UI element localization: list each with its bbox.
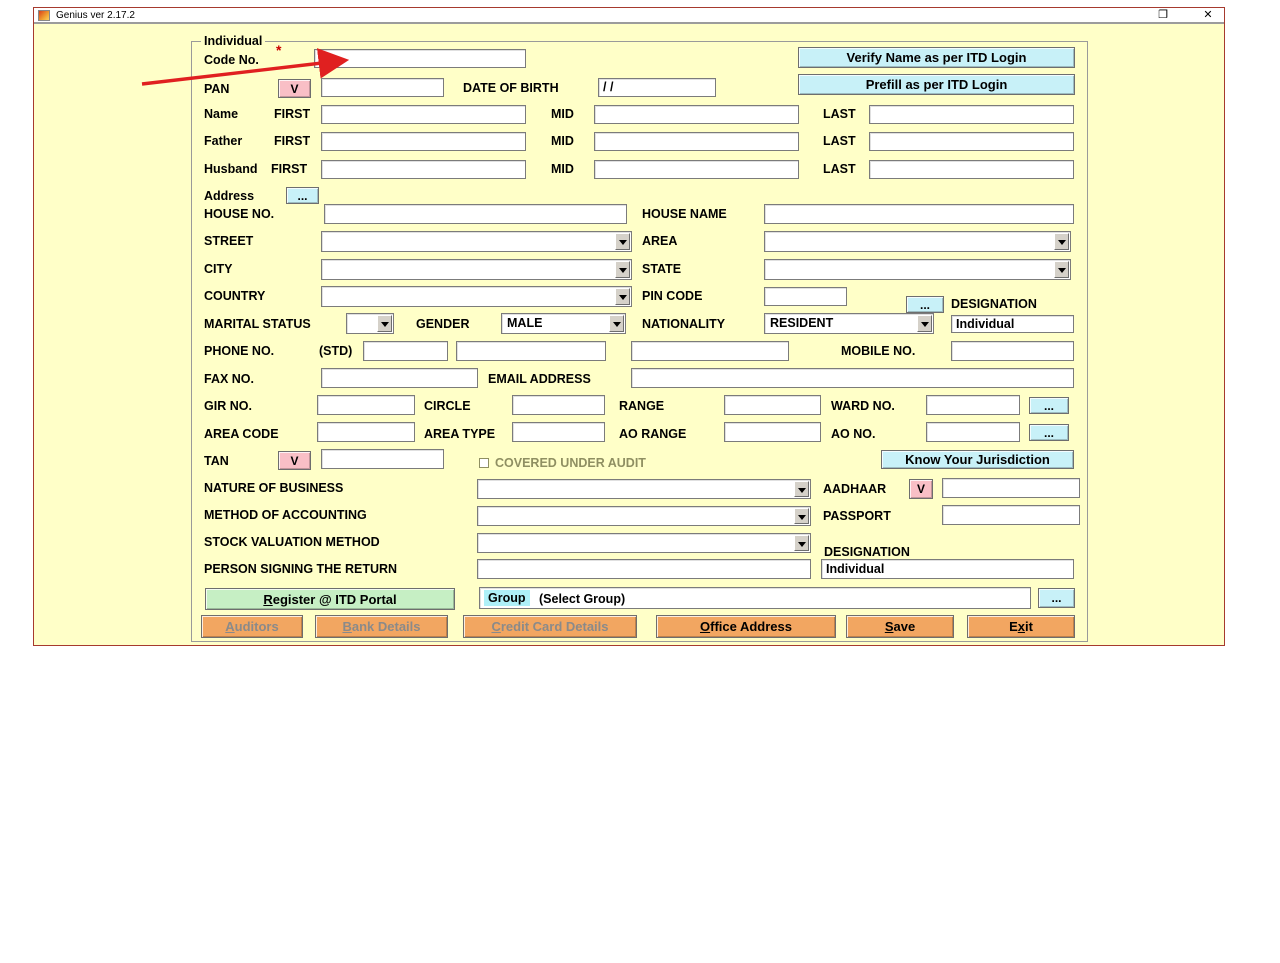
street-dropdown[interactable] [321,231,632,252]
nationality-label: NATIONALITY [642,317,726,331]
tan-verify-button[interactable]: V [278,451,311,470]
ward-no-label: WARD NO. [831,399,895,413]
aadhaar-verify-button[interactable]: V [909,479,933,499]
husband-label: Husband [204,162,258,176]
bank-details-button[interactable]: B ank Details [315,615,448,638]
ao-no-input[interactable] [926,422,1020,442]
ao-range-label: AO RANGE [619,427,687,441]
husband-first-input[interactable] [321,160,526,179]
restore-icon[interactable]: ❐ [1158,9,1168,21]
nature-of-business-label: NATURE OF BUSINESS [204,481,344,495]
ao-range-input[interactable] [724,422,821,442]
name-last-input[interactable] [869,105,1074,124]
person-signing-input[interactable] [477,559,811,579]
group-hint: (Select Group) [539,592,626,606]
mobile-no-input[interactable] [951,341,1074,361]
method-of-accounting-dropdown[interactable] [477,506,811,526]
std-label: (STD) [319,344,353,358]
name-first-label: FIRST [274,107,311,121]
range-label: RANGE [619,399,665,413]
know-your-jurisdiction-button[interactable]: Know Your Jurisdiction [881,450,1074,469]
marital-status-dropdown[interactable] [346,313,394,334]
dropdown-arrow-icon[interactable] [794,508,809,524]
prefill-itd-button[interactable]: Prefill as per ITD Login [798,74,1075,95]
phone-std-input[interactable] [363,341,448,361]
passport-label: PASSPORT [823,509,891,523]
area-code-input[interactable] [317,422,415,442]
phone-input-1[interactable] [456,341,606,361]
dob-input[interactable] [598,78,716,97]
credit-card-details-button[interactable]: C redit Card Details [463,615,637,638]
verify-name-itd-button[interactable]: Verify Name as per ITD Login [798,47,1075,68]
code-no-label: Code No. [204,53,259,67]
designation-bottom-label: DESIGNATION [824,545,910,559]
covered-under-audit-checkbox[interactable] [479,458,489,468]
name-mid-label: MID [551,107,574,121]
dropdown-arrow-icon[interactable] [615,288,630,305]
nationality-dropdown[interactable] [764,313,934,334]
dropdown-arrow-icon[interactable] [1054,233,1069,250]
dropdown-arrow-icon[interactable] [609,315,624,332]
nature-of-business-dropdown[interactable] [477,479,811,499]
area-code-label: AREA CODE [204,427,279,441]
designation-bottom-input[interactable] [821,559,1074,579]
dob-label: DATE OF BIRTH [463,81,559,95]
dropdown-arrow-icon[interactable] [615,233,630,250]
save-button[interactable]: S ave [846,615,954,638]
gender-value: MALE [507,316,543,330]
person-signing-label: PERSON SIGNING THE RETURN [204,562,398,576]
passport-input[interactable] [942,505,1080,525]
fax-no-label: FAX NO. [204,372,255,386]
area-type-label: AREA TYPE [424,427,496,441]
dropdown-arrow-icon[interactable] [917,315,932,332]
country-dropdown[interactable] [321,286,632,307]
house-no-input[interactable] [324,204,627,224]
name-first-input[interactable] [321,105,526,124]
husband-last-input[interactable] [869,160,1074,179]
name-mid-input[interactable] [594,105,799,124]
office-address-button[interactable]: O ffice Address [656,615,836,638]
fax-no-input[interactable] [321,368,478,388]
circle-label: CIRCLE [424,399,471,413]
covered-under-audit-label: COVERED UNDER AUDIT [495,456,646,470]
pin-code-label: PIN CODE [642,289,703,303]
pan-label: PAN [204,82,230,96]
father-mid-label: MID [551,134,574,148]
city-label: CITY [204,262,233,276]
close-icon[interactable]: ✕ [1203,9,1213,21]
country-label: COUNTRY [204,289,266,303]
group-more-button[interactable]: ... [1038,588,1075,608]
father-first-input[interactable] [321,132,526,151]
father-last-input[interactable] [869,132,1074,151]
aadhaar-input[interactable] [942,478,1080,498]
group-chip[interactable]: Group [484,590,530,606]
gir-no-input[interactable] [317,395,415,415]
designation-top-input[interactable] [951,315,1074,333]
father-last-label: LAST [823,134,856,148]
email-input[interactable] [631,368,1074,388]
ao-no-label: AO NO. [831,427,876,441]
area-type-input[interactable] [512,422,605,442]
email-label: EMAIL ADDRESS [488,372,591,386]
auditors-button[interactable]: A uditors [201,615,303,638]
exit-button[interactable]: E x it [967,615,1075,638]
pan-input[interactable] [321,78,444,97]
husband-mid-input[interactable] [594,160,799,179]
dob-value: / / [603,80,614,94]
address-more-button[interactable]: ... [286,187,319,204]
state-label: STATE [642,262,682,276]
gir-no-label: GIR NO. [204,399,252,413]
address-label: Address [204,189,255,203]
state-dropdown[interactable] [764,259,1071,280]
groupbox-legend: Individual [201,34,265,48]
range-input[interactable] [724,395,821,415]
pin-code-input[interactable] [764,287,847,306]
name-last-label: LAST [823,107,856,121]
house-name-input[interactable] [764,204,1074,224]
designation-top-label: DESIGNATION [951,297,1037,311]
ward-more-button[interactable]: ... [1029,397,1069,414]
dropdown-arrow-icon[interactable] [794,535,809,551]
father-label: Father [204,134,243,148]
husband-first-label: FIRST [271,162,308,176]
mobile-no-label: MOBILE NO. [841,344,916,358]
area-label: AREA [642,234,678,248]
house-no-label: HOUSE NO. [204,207,275,221]
pan-verify-button[interactable]: V [278,79,311,98]
phone-input-2[interactable] [631,341,789,361]
gender-label: GENDER [416,317,470,331]
father-mid-input[interactable] [594,132,799,151]
ao-more-button[interactable]: ... [1029,424,1069,441]
phone-no-label: PHONE NO. [204,344,275,358]
house-name-label: HOUSE NAME [642,207,727,221]
register-itd-portal-button[interactable]: R egister @ ITD Portal [205,588,455,610]
stock-valuation-label: STOCK VALUATION METHOD [204,535,380,549]
street-label: STREET [204,234,254,248]
titlebar [34,8,1224,24]
tan-label: TAN [204,454,229,468]
window-title: Genius ver 2.17.2 [56,10,135,21]
father-first-label: FIRST [274,134,311,148]
ward-no-input[interactable] [926,395,1020,415]
husband-last-label: LAST [823,162,856,176]
city-dropdown[interactable] [321,259,632,280]
dropdown-arrow-icon[interactable] [377,315,392,332]
tan-input[interactable] [321,449,444,469]
dropdown-arrow-icon[interactable] [1054,261,1069,278]
husband-mid-label: MID [551,162,574,176]
app-window [33,7,1225,646]
marital-status-label: MARITAL STATUS [204,317,311,331]
aadhaar-label: AADHAAR [823,482,887,496]
name-label: Name [204,107,239,121]
dropdown-arrow-icon[interactable] [615,261,630,278]
area-dropdown[interactable] [764,231,1071,252]
circle-input[interactable] [512,395,605,415]
designation-more-button[interactable]: ... [906,296,944,313]
method-of-accounting-label: METHOD OF ACCOUNTING [204,508,367,522]
stock-valuation-dropdown[interactable] [477,533,811,553]
app-icon [38,10,50,21]
nationality-value: RESIDENT [770,316,834,330]
required-asterisk: * [276,42,282,58]
code-no-input[interactable] [314,49,526,68]
gender-dropdown[interactable] [501,313,626,334]
dropdown-arrow-icon[interactable] [794,481,809,497]
